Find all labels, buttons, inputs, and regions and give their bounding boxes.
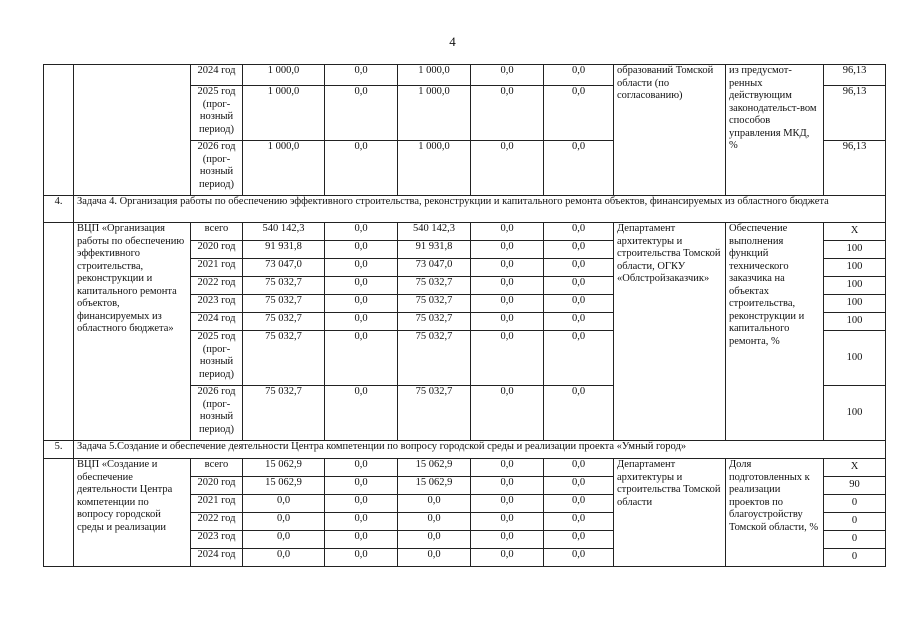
total-cell: 1 000,0 (243, 141, 325, 196)
other-cell: 0,0 (544, 331, 614, 386)
total-cell: 0,0 (243, 513, 325, 531)
local-cell: 0,0 (471, 495, 544, 513)
indicator-value-cell: 100 (824, 331, 886, 386)
indicator-name-cell: Обеспечение выполнения функций технического заказчика на объектах строительства, реконструкции и капитального ремонта, % (726, 223, 824, 441)
regional-cell: 1 000,0 (398, 65, 471, 86)
federal-cell: 0,0 (325, 259, 398, 277)
year-cell: 2021 год (191, 259, 243, 277)
budget-table (43, 64, 886, 567)
indicator-value-cell: 0 (824, 549, 886, 567)
year-cell: 2022 год (191, 277, 243, 295)
federal-cell: 0,0 (325, 495, 398, 513)
other-cell: 0,0 (544, 259, 614, 277)
year-cell: 2022 год (191, 513, 243, 531)
table-row (44, 65, 886, 86)
table-row (44, 223, 886, 241)
other-cell: 0,0 (544, 86, 614, 141)
total-cell: 91 931,8 (243, 241, 325, 259)
regional-cell: 75 032,7 (398, 313, 471, 331)
regional-cell: 75 032,7 (398, 386, 471, 441)
other-cell: 0,0 (544, 295, 614, 313)
year-cell: всего (191, 223, 243, 241)
local-cell: 0,0 (471, 477, 544, 495)
indicator-value-cell: X (824, 459, 886, 477)
row-number-cell (44, 459, 74, 567)
indicator-value-cell: 100 (824, 259, 886, 277)
other-cell: 0,0 (544, 65, 614, 86)
program-name-cell: ВЦП «Организация работы по обеспечению эффективного строительства, реконструкции и капитального ремонта объектов, финансируемых из областного бюджета» (74, 223, 191, 441)
year-cell: 2023 год (191, 295, 243, 313)
regional-cell: 540 142,3 (398, 223, 471, 241)
total-cell: 75 032,7 (243, 277, 325, 295)
local-cell: 0,0 (471, 241, 544, 259)
total-cell: 0,0 (243, 549, 325, 567)
federal-cell: 0,0 (325, 531, 398, 549)
year-cell: 2026 год (прог-нозный период) (191, 141, 243, 196)
year-cell: 2023 год (191, 531, 243, 549)
indicator-name-cell: Доля подготовленных к реализации проектов по благоустройству Томской области, % (726, 459, 824, 567)
executor-cell: образований Томской области (по согласованию) (614, 65, 726, 196)
regional-cell: 0,0 (398, 531, 471, 549)
executor-cell: Департамент архитектуры и строительства Томской области (614, 459, 726, 567)
total-cell: 75 032,7 (243, 295, 325, 313)
federal-cell: 0,0 (325, 386, 398, 441)
total-cell: 75 032,7 (243, 313, 325, 331)
federal-cell: 0,0 (325, 86, 398, 141)
other-cell: 0,0 (544, 549, 614, 567)
row-number-cell (44, 65, 74, 196)
indicator-value-cell: X (824, 223, 886, 241)
local-cell: 0,0 (471, 549, 544, 567)
local-cell: 0,0 (471, 331, 544, 386)
program-name-cell: ВЦП «Создание и обеспечение деятельности Центра компетенции по вопросу городской среды и реализации (74, 459, 191, 567)
federal-cell: 0,0 (325, 549, 398, 567)
regional-cell: 73 047,0 (398, 259, 471, 277)
local-cell: 0,0 (471, 531, 544, 549)
indicator-value-cell: 90 (824, 477, 886, 495)
other-cell: 0,0 (544, 223, 614, 241)
task-row (44, 196, 886, 223)
indicator-value-cell: 100 (824, 313, 886, 331)
indicator-name-cell: из предусмот-ренных действующим законодательст-вом способов управления МКД, % (726, 65, 824, 196)
local-cell: 0,0 (471, 386, 544, 441)
regional-cell: 1 000,0 (398, 86, 471, 141)
year-cell: 2020 год (191, 477, 243, 495)
total-cell: 75 032,7 (243, 331, 325, 386)
indicator-value-cell: 96,13 (824, 65, 886, 86)
total-cell: 0,0 (243, 531, 325, 549)
federal-cell: 0,0 (325, 65, 398, 86)
program-name-cell (74, 65, 191, 196)
federal-cell: 0,0 (325, 241, 398, 259)
total-cell: 1 000,0 (243, 65, 325, 86)
task-number-cell: 5. (44, 441, 74, 459)
total-cell: 73 047,0 (243, 259, 325, 277)
local-cell: 0,0 (471, 295, 544, 313)
page-number: 4 (449, 34, 456, 49)
regional-cell: 0,0 (398, 549, 471, 567)
local-cell: 0,0 (471, 259, 544, 277)
local-cell: 0,0 (471, 141, 544, 196)
federal-cell: 0,0 (325, 313, 398, 331)
table-row (44, 459, 886, 477)
regional-cell: 0,0 (398, 495, 471, 513)
federal-cell: 0,0 (325, 295, 398, 313)
other-cell: 0,0 (544, 277, 614, 295)
year-cell: 2026 год (прог-нозный период) (191, 386, 243, 441)
federal-cell: 0,0 (325, 513, 398, 531)
regional-cell: 15 062,9 (398, 477, 471, 495)
year-cell: 2024 год (191, 313, 243, 331)
federal-cell: 0,0 (325, 331, 398, 386)
other-cell: 0,0 (544, 386, 614, 441)
total-cell: 15 062,9 (243, 459, 325, 477)
other-cell: 0,0 (544, 477, 614, 495)
year-cell: 2025 год (прог-нозный период) (191, 331, 243, 386)
other-cell: 0,0 (544, 141, 614, 196)
year-cell: 2024 год (191, 549, 243, 567)
local-cell: 0,0 (471, 223, 544, 241)
federal-cell: 0,0 (325, 223, 398, 241)
task-row (44, 441, 886, 459)
local-cell: 0,0 (471, 86, 544, 141)
indicator-value-cell: 100 (824, 295, 886, 313)
indicator-value-cell: 0 (824, 513, 886, 531)
other-cell: 0,0 (544, 513, 614, 531)
indicator-value-cell: 0 (824, 495, 886, 513)
total-cell: 540 142,3 (243, 223, 325, 241)
other-cell: 0,0 (544, 459, 614, 477)
other-cell: 0,0 (544, 241, 614, 259)
regional-cell: 75 032,7 (398, 331, 471, 386)
regional-cell: 75 032,7 (398, 295, 471, 313)
local-cell: 0,0 (471, 459, 544, 477)
executor-cell: Департамент архитектуры и строительства Томской области, ОГКУ «Облстройзаказчик» (614, 223, 726, 441)
total-cell: 75 032,7 (243, 386, 325, 441)
indicator-value-cell: 96,13 (824, 141, 886, 196)
local-cell: 0,0 (471, 65, 544, 86)
year-cell: 2024 год (191, 65, 243, 86)
federal-cell: 0,0 (325, 141, 398, 196)
total-cell: 15 062,9 (243, 477, 325, 495)
regional-cell: 15 062,9 (398, 459, 471, 477)
row-number-cell (44, 223, 74, 441)
regional-cell: 91 931,8 (398, 241, 471, 259)
regional-cell: 75 032,7 (398, 277, 471, 295)
other-cell: 0,0 (544, 313, 614, 331)
indicator-value-cell: 100 (824, 386, 886, 441)
local-cell: 0,0 (471, 277, 544, 295)
table-body (44, 65, 886, 567)
federal-cell: 0,0 (325, 459, 398, 477)
task-title-cell: Задача 5.Создание и обеспечение деятельности Центра компетенции по вопросу городской среды и реализации проекта «Умный город» (74, 441, 886, 459)
other-cell: 0,0 (544, 531, 614, 549)
local-cell: 0,0 (471, 313, 544, 331)
indicator-value-cell: 100 (824, 241, 886, 259)
local-cell: 0,0 (471, 513, 544, 531)
task-title-cell: Задача 4. Организация работы по обеспечению эффективного строительства, реконструкции и капитального ремонта объектов, финансируемых из областного бюджета (74, 196, 886, 223)
indicator-value-cell: 0 (824, 531, 886, 549)
task-number-cell: 4. (44, 196, 74, 223)
total-cell: 1 000,0 (243, 86, 325, 141)
indicator-value-cell: 100 (824, 277, 886, 295)
year-cell: всего (191, 459, 243, 477)
year-cell: 2021 год (191, 495, 243, 513)
regional-cell: 1 000,0 (398, 141, 471, 196)
regional-cell: 0,0 (398, 513, 471, 531)
year-cell: 2020 год (191, 241, 243, 259)
indicator-value-cell: 96,13 (824, 86, 886, 141)
other-cell: 0,0 (544, 495, 614, 513)
year-cell: 2025 год (прог-нозный период) (191, 86, 243, 141)
federal-cell: 0,0 (325, 277, 398, 295)
federal-cell: 0,0 (325, 477, 398, 495)
total-cell: 0,0 (243, 495, 325, 513)
